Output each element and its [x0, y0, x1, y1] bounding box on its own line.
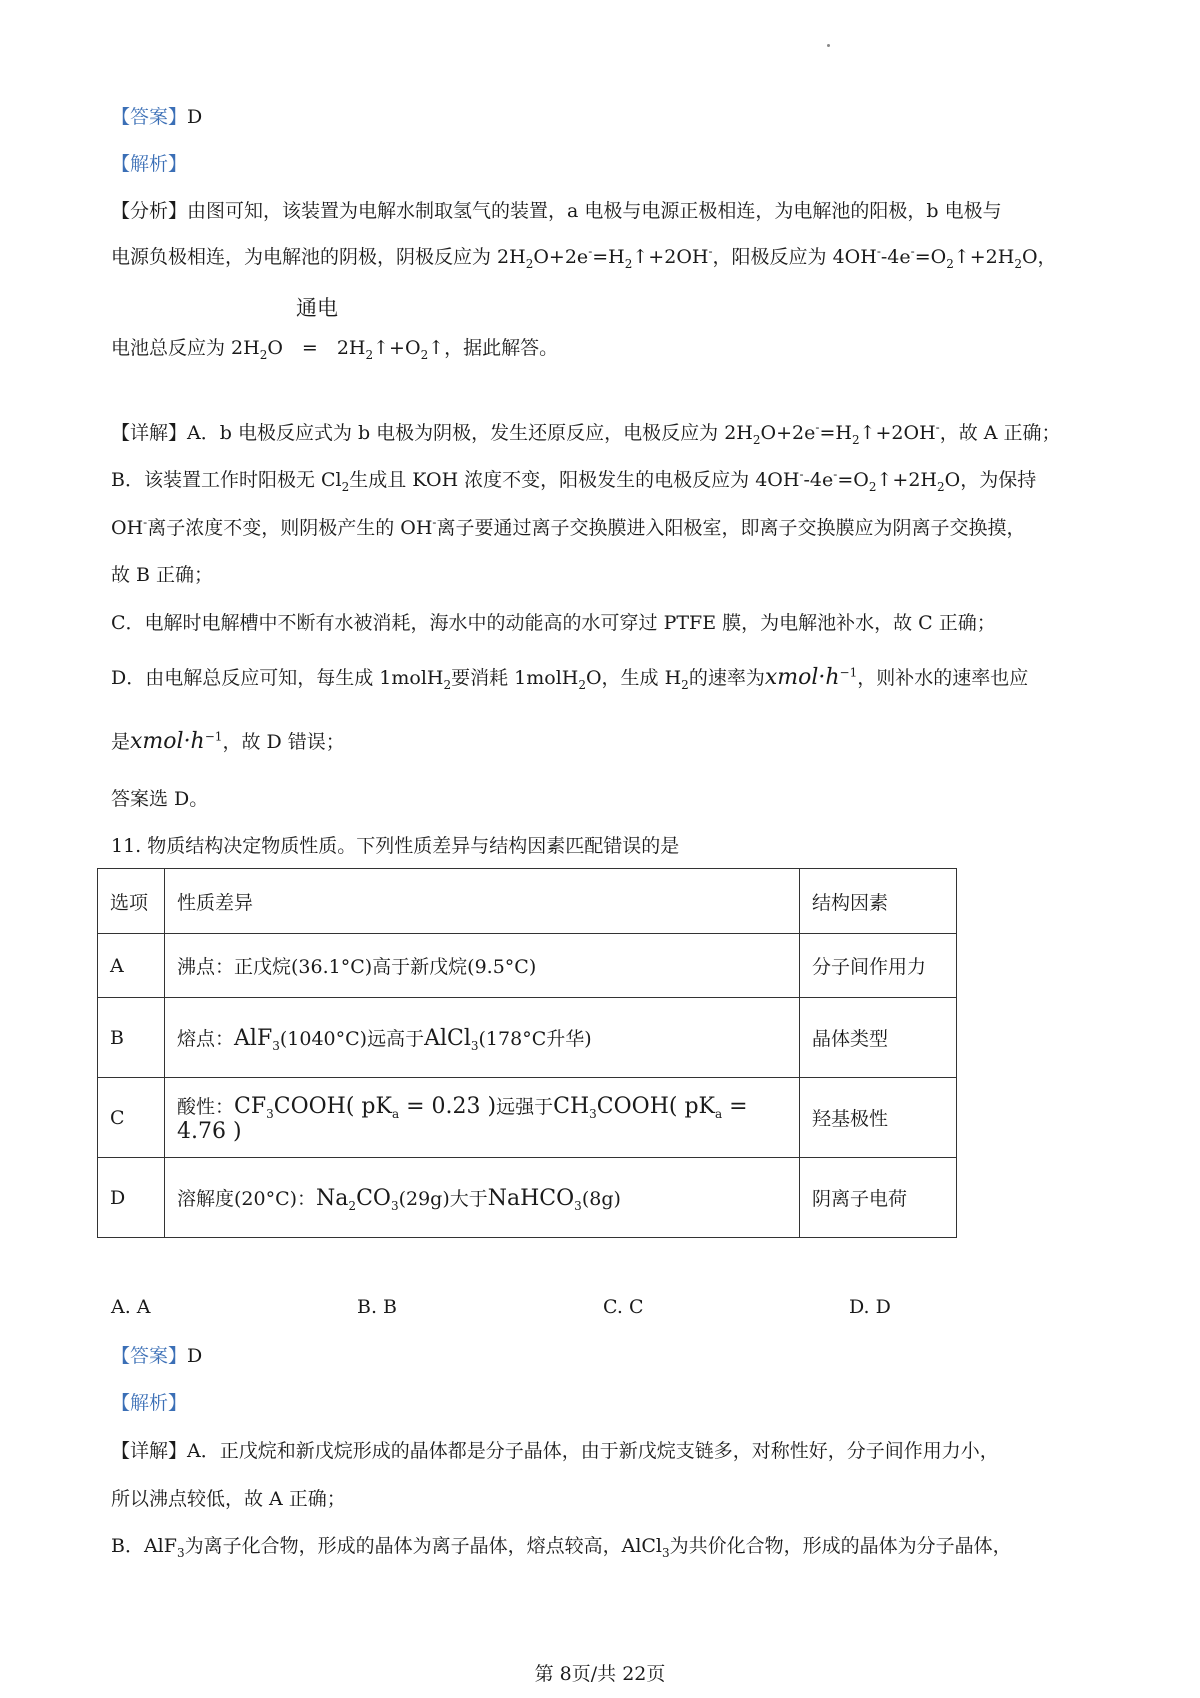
text: ↑+2OH — [632, 246, 709, 268]
text: ↑+2H — [876, 469, 937, 491]
text: A．b 电极反应式为 b 电极为阴极，发生还原反应，电极反应为 2H — [187, 422, 753, 444]
text: O，生成 H — [585, 667, 682, 689]
text: 电池总反应为 2H — [111, 337, 260, 359]
option-c: C. C — [603, 1296, 644, 1318]
table-row — [98, 998, 957, 1078]
text: O+2e — [760, 422, 816, 444]
table-cell: 分子间作用力 — [800, 934, 957, 998]
rate-expression: xmol·h — [764, 665, 840, 690]
detail-b-line-3: 故 B 正确； — [111, 564, 214, 586]
formula: = 0.23 ) — [399, 1093, 497, 1119]
text: (1040°C)远高于 — [279, 1028, 425, 1050]
text: =O — [837, 469, 869, 491]
detail2-a-line-2: 所以沸点较低，故 A 正确； — [111, 1488, 346, 1510]
text: OH — [111, 517, 144, 539]
answer-line-2 — [111, 1342, 202, 1370]
electrolysis-condition: 通电 — [296, 296, 338, 320]
text: 电源负极相连，为电解池的阴极，阴极反应为 2H — [111, 246, 526, 268]
fenxi-line-3: 电池总反应为 $2H_2O$ = $2H_2↑+O_2↑$，据此解答。 — [111, 337, 559, 362]
option-b: B. B — [357, 1296, 398, 1318]
table-header-cell: 性质差异 — [165, 869, 800, 934]
table-cell: 溶解度(20°C)：$Na_2CO_3(29g)$大于NaHCO$_3$(8g) — [165, 1158, 800, 1238]
formula: = 4.76 ) — [177, 1093, 748, 1144]
detail2-a-line-1 — [111, 1437, 999, 1465]
text: (29g)大于 — [398, 1188, 488, 1210]
analysis-label-2: 【解析】 — [111, 1392, 188, 1414]
formula: AlCl — [424, 1026, 471, 1051]
option-d: D. D — [849, 1296, 891, 1318]
formula: CH — [553, 1093, 590, 1119]
detail-c-line: C．电解时电解槽中不断有水被消耗，海水中的动能高的水可穿过 PTFE 膜，为电解池补水，故 C 正确； — [111, 612, 996, 634]
table-cell: A — [98, 934, 165, 998]
rate-expression: xmol·h — [130, 729, 205, 754]
text: ，故 A 正确； — [939, 422, 1061, 444]
table-cell: 酸性：$CF_3COOH$( $pK_a = 0.23$ )远强于$CH_3COOH$( $pK_a = 4.76$ ) — [165, 1078, 800, 1158]
detail-d-line-2: 是$xmol\cdot h^{-1}$，故 D 错误； — [111, 729, 345, 754]
table-cell: 羟基极性 — [800, 1078, 957, 1158]
text: 为离子化合物，形成的晶体为离子晶体，熔点较高，AlCl — [184, 1535, 663, 1557]
text: =O — [914, 246, 947, 268]
text: =H — [592, 246, 625, 268]
table-cell: 晶体类型 — [800, 998, 957, 1078]
text: 溶解度(20°C)： — [177, 1188, 317, 1210]
fenxi-text-1: 由图可知，该装置为电解水制取氢气的装置，a 电极与电源正极相连，为电解池的阳极，b 电极与 — [187, 200, 1002, 222]
detail-a-line: 【详解】A．b 电极反应式为 b 电极为阴极，发生还原反应，电极反应为 $2H_2O+2e^-=H_2↑+2OH^-$，故 A 正确； — [111, 420, 1061, 447]
text: 生成且 KOH 浓度不变，阳极发生的电极反应为 4OH — [349, 469, 800, 491]
formula: NaHCO — [487, 1186, 575, 1211]
text: ，则补水的速率也应 — [857, 667, 1029, 689]
text: -4e — [803, 469, 834, 491]
text: ，故 D 错误； — [222, 731, 345, 753]
answer-value: D — [187, 1345, 203, 1367]
text: ↑，据此解答。 — [428, 337, 559, 359]
detail-b-line-1: B．该装置工作时阳极无 $Cl_2$生成且 KOH 浓度不变，阳极发生的电极反应为 $4OH^--4e^-=O_2↑+2H_2O$，为保持 — [111, 467, 1037, 494]
table-cell: D — [98, 1158, 165, 1238]
detail2-b-line-1: B．AlF$_3$为离子化合物，形成的晶体为离子晶体，熔点较高，AlCl$_3$为共价化合物，形成的晶体为分子晶体， — [111, 1535, 1012, 1560]
formula: AlF — [234, 1026, 273, 1051]
table-header-row — [98, 869, 957, 934]
text: 离子要通过离子交换膜进入阳极室，即离子交换膜应为阴离子交换摸， — [436, 517, 1026, 539]
formula: ( pK — [668, 1093, 715, 1119]
analysis-label-1: 【解析】 — [111, 153, 188, 175]
page-footer: 第 8页/共 22页 — [534, 1663, 666, 1685]
text: O = 2H — [267, 337, 366, 359]
text: 为共价化合物，形成的晶体为分子晶体， — [669, 1535, 1012, 1557]
detail-b-line-2: OH-离子浓度不变，则阴极产生的 OH-离子要通过离子交换膜进入阳极室，即离子交换膜应为阴离子交换摸， — [111, 515, 1026, 539]
scan-dot — [827, 44, 830, 47]
table-row — [98, 1158, 957, 1238]
fenxi-line-2: 电源负极相连，为电解池的阴极，阴极反应为 $2H_2O+2e^-=H_2↑+2OH^-$，阳极反应为 $4OH^--4e^-=O_2↑+2H_2O$， — [111, 244, 1057, 271]
answer-label: 【答案】 — [111, 106, 188, 128]
formula: COOH — [273, 1093, 346, 1119]
text: B．AlF — [111, 1535, 177, 1557]
fenxi-label: 【分析】 — [111, 200, 188, 222]
text: D．由电解总反应可知，每生成 1molH — [111, 667, 444, 689]
text: A．正戊烷和新戊烷形成的晶体都是分子晶体，由于新戊烷支链多，对称性好，分子间作用力小， — [187, 1440, 999, 1462]
text: -4e — [880, 246, 911, 268]
answer-value: D — [187, 106, 203, 128]
text: ↑+2OH — [859, 422, 936, 444]
table-cell: B — [98, 998, 165, 1078]
text: 酸性： — [177, 1095, 235, 1118]
text: ↑+O — [373, 337, 421, 359]
table-cell: 阴离子电荷 — [800, 1158, 957, 1238]
answer-label: 【答案】 — [111, 1345, 188, 1367]
text: 离子浓度不变，则阴极产生的 OH — [147, 517, 433, 539]
table-header-cell: 结构因素 — [800, 869, 957, 934]
text: ↑+2H — [953, 246, 1015, 268]
table-cell: C — [98, 1078, 165, 1158]
text: 的速率为 — [688, 667, 765, 689]
detail-label: 【详解】 — [111, 1440, 188, 1462]
table-header-cell: 选项 — [98, 869, 165, 934]
formula: CF — [234, 1093, 267, 1119]
table-row — [98, 1078, 957, 1158]
detail-label: 【详解】 — [111, 422, 188, 444]
text: =H — [819, 422, 852, 444]
table-cell: 熔点：AlF$_3$(1040°C)远高于AlCl$_3$(178°C升华) — [165, 998, 800, 1078]
properties-table — [97, 868, 957, 1238]
table-row — [98, 934, 957, 998]
formula: Na — [316, 1186, 349, 1211]
text: 是 — [111, 731, 131, 753]
text: 熔点： — [177, 1028, 235, 1050]
table-cell: 沸点：正戊烷(36.1°C)高于新戊烷(9.5°C) — [165, 934, 800, 998]
text: 远强于 — [496, 1095, 554, 1118]
detail-d-line-1: D．由电解总反应可知，每生成 1molH$_2$要消耗 1molH$_2$O，生成 $H_2$的速率为$xmol\cdot h^{-1}$，则补水的速率也应 — [111, 665, 1029, 692]
text: 要消耗 1molH — [451, 667, 579, 689]
text: O+2e — [533, 246, 589, 268]
text: (178°C升华) — [478, 1028, 592, 1050]
question-11: 11. 物质结构决定物质性质。下列性质差异与结构因素匹配错误的是 — [111, 835, 680, 857]
text: ，阳极反应为 4OH — [712, 246, 877, 268]
text: (8g) — [581, 1188, 621, 1210]
formula: CO — [356, 1186, 391, 1211]
conclusion-line: 答案选 D。 — [111, 788, 209, 810]
answer-line-1 — [111, 103, 202, 131]
text: O， — [1021, 246, 1057, 268]
fenxi-line-1 — [111, 197, 1002, 225]
text: O，为保持 — [944, 469, 1037, 491]
formula: COOH — [596, 1093, 669, 1119]
option-a: A. A — [111, 1296, 151, 1318]
formula: ( pK — [345, 1093, 392, 1119]
text: B．该装置工作时阳极无 Cl — [111, 469, 342, 491]
